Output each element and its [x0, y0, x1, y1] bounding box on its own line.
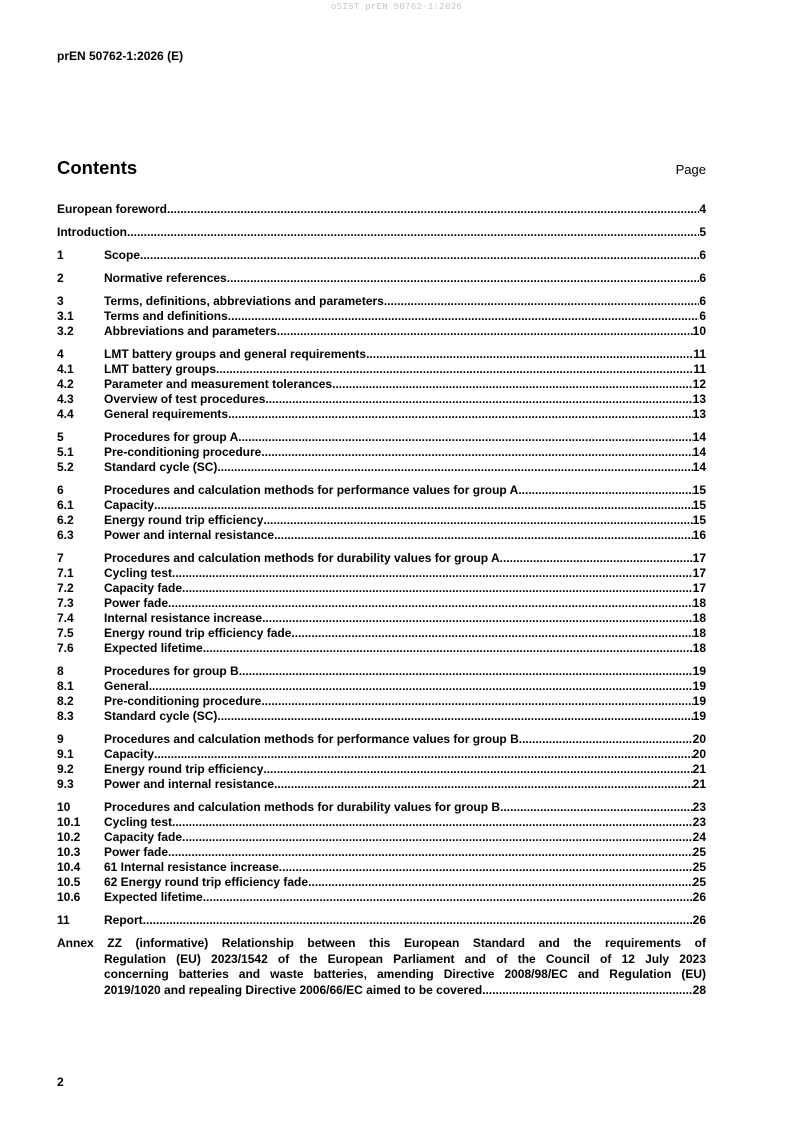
toc-entry-page: 23: [692, 815, 706, 829]
toc-entry-number: 10.6: [57, 890, 81, 904]
toc-entry-number: 5.2: [57, 460, 74, 474]
toc-entry-number: 3.1: [57, 309, 74, 323]
toc-entry-page: 5: [699, 225, 706, 239]
toc-entry-page: 6: [699, 309, 706, 323]
toc-entry[interactable]: [57, 528, 706, 543]
toc-entry-page: 17: [692, 581, 706, 595]
toc-entry-number: 7.2: [57, 581, 74, 595]
toc-entry[interactable]: [57, 271, 706, 286]
toc-entry-title: Power and internal resistance: [104, 777, 275, 791]
toc-entry[interactable]: [57, 498, 706, 513]
dot-leader: [263, 513, 692, 528]
toc-entry[interactable]: [57, 324, 706, 339]
toc-entry-title: Capacity: [104, 498, 155, 512]
toc-entry-page: 12: [692, 377, 706, 391]
dot-leader: [227, 271, 700, 286]
toc-entry-page: 21: [692, 762, 706, 776]
toc-entry-title: Capacity fade: [104, 830, 183, 844]
toc-entry[interactable]: [57, 430, 706, 445]
dot-leader: [182, 581, 693, 596]
toc-entry-title: LMT battery groups and general requirements: [104, 347, 367, 361]
toc-entry-title: Overview of test procedures: [104, 392, 266, 406]
toc-entry-title: General requirements: [104, 407, 229, 421]
toc-entry-page: 23: [692, 800, 706, 814]
toc-entry-title: Power fade: [104, 596, 169, 610]
toc-entry-title: Power fade: [104, 845, 169, 859]
toc-entry-page: 20: [692, 732, 706, 746]
dot-leader: [203, 890, 693, 905]
toc-entry[interactable]: [57, 800, 706, 815]
toc-entry-page: 14: [692, 430, 706, 444]
toc-entry-number: 4: [57, 347, 64, 361]
toc-entry-page: 6: [699, 294, 706, 308]
toc-entry-page: 11: [693, 347, 706, 361]
toc-entry-title: Abbreviations and parameters: [104, 324, 277, 338]
toc-entry-page: 18: [692, 626, 706, 640]
dot-leader: [140, 248, 699, 263]
toc-entry-title: Capacity fade: [104, 581, 183, 595]
toc-entry-number: 6.1: [57, 498, 74, 512]
dot-leader: [143, 913, 693, 928]
toc-entry-page: 25: [692, 875, 706, 889]
dot-leader: [203, 641, 693, 656]
toc-entry-page: 15: [692, 483, 706, 497]
toc-entry-page: 19: [692, 709, 706, 723]
dot-leader: [265, 392, 692, 407]
toc-entry-page: 21: [692, 777, 706, 791]
toc-entry-title: Terms, definitions, abbreviations and parameters: [104, 294, 384, 308]
toc-entry-title: Cycling test: [104, 815, 173, 829]
toc-entry-title: Procedures and calculation methods for performance values for group A: [104, 483, 519, 497]
toc-entry-title: Procedures and calculation methods for durability values for group A: [104, 551, 500, 565]
toc-entry-number: 9.2: [57, 762, 74, 776]
toc-entry[interactable]: [57, 815, 706, 830]
toc-annex-entry[interactable]: [57, 936, 706, 998]
dot-leader: [308, 875, 693, 890]
toc-entry[interactable]: [57, 596, 706, 611]
toc-entry-number: 6.3: [57, 528, 74, 542]
toc-entry[interactable]: [57, 641, 706, 656]
toc-entry-title: European foreword: [57, 202, 168, 216]
dot-leader: [217, 709, 692, 724]
toc-entry[interactable]: [57, 762, 706, 777]
toc-entry-number: 7.3: [57, 596, 74, 610]
toc-entry[interactable]: [57, 747, 706, 762]
toc-entry-number: 4.1: [57, 362, 74, 376]
toc-entry-number: 4.3: [57, 392, 74, 406]
annex-line-4: [57, 983, 706, 999]
toc-entry-number: 8: [57, 664, 64, 678]
toc-entry-page: 18: [692, 611, 706, 625]
toc-entry-page: 19: [692, 664, 706, 678]
toc-entry-number: 11: [57, 913, 70, 927]
toc-entry-number: 6.2: [57, 513, 74, 527]
dot-leader: [500, 800, 693, 815]
toc-entry[interactable]: [57, 225, 706, 240]
dot-leader: [262, 611, 693, 626]
toc-entry-title: Procedures and calculation methods for durability values for group B: [104, 800, 501, 814]
toc-entry-page: 13: [692, 407, 706, 421]
watermark: oSIST prEN 50762-1:2026: [330, 2, 463, 12]
toc-entry-title: Cycling test: [104, 566, 173, 580]
toc-entry-page: 18: [692, 641, 706, 655]
dot-leader: [228, 407, 693, 422]
dot-leader: [291, 626, 692, 641]
toc-entry[interactable]: [57, 248, 706, 263]
toc-entry-number: 3: [57, 294, 64, 308]
dot-leader: [332, 377, 693, 392]
dot-leader: [263, 762, 692, 777]
toc-entry-number: 10.1: [57, 815, 81, 829]
toc-entry-page: 17: [692, 551, 706, 565]
toc-entry-title: Procedures and calculation methods for performance values for group B: [104, 732, 519, 746]
toc-entry-page: 25: [692, 860, 706, 874]
dot-leader: [261, 445, 692, 460]
toc-entry[interactable]: [57, 202, 706, 217]
annex-line-1: Annex ZZ (informative) Relationship between this European Standard and the requirements of: [57, 936, 706, 950]
toc-entry[interactable]: [57, 890, 706, 905]
dot-leader: [238, 430, 692, 445]
table-of-contents: [57, 202, 706, 998]
dot-leader: [168, 596, 693, 611]
toc-entry[interactable]: [57, 392, 706, 407]
dot-leader: [172, 815, 693, 830]
dot-leader: [167, 202, 699, 217]
toc-entry-number: 8.3: [57, 709, 74, 723]
annex-page-number: 28: [692, 982, 706, 997]
dot-leader: [519, 732, 693, 747]
document-id: prEN 50762-1:2026 (E): [57, 49, 184, 63]
toc-entry-title: Introduction: [57, 225, 127, 239]
toc-entry-number: 8.2: [57, 694, 74, 708]
dot-leader: [277, 324, 693, 339]
toc-entry[interactable]: [57, 664, 706, 679]
toc-entry[interactable]: [57, 294, 706, 309]
toc-entry-title: Standard cycle (SC): [104, 460, 218, 474]
toc-entry[interactable]: [57, 709, 706, 724]
toc-entry[interactable]: [57, 513, 706, 528]
toc-entry[interactable]: [57, 913, 706, 928]
toc-entry-title: Pre-conditioning procedure: [104, 445, 262, 459]
toc-entry-number: 9: [57, 732, 64, 746]
dot-leader: [384, 294, 699, 309]
contents-title: Contents: [57, 157, 138, 178]
toc-entry-page: 19: [692, 694, 706, 708]
toc-entry[interactable]: [57, 830, 706, 845]
toc-entry[interactable]: [57, 694, 706, 709]
dot-leader: [217, 460, 692, 475]
toc-entry-number: 10.2: [57, 830, 81, 844]
toc-entry[interactable]: [57, 777, 706, 792]
toc-entry-title: Internal resistance increase: [104, 611, 263, 625]
toc-entry-number: 10.4: [57, 860, 81, 874]
toc-entry-page: 17: [692, 566, 706, 580]
toc-entry-title: Parameter and measurement tolerances: [104, 377, 333, 391]
toc-entry[interactable]: [57, 845, 706, 860]
toc-entry[interactable]: [57, 347, 706, 362]
toc-entry-number: 7.1: [57, 566, 74, 580]
toc-entry-number: 3.2: [57, 324, 74, 338]
toc-entry-number: 7.5: [57, 626, 74, 640]
toc-entry-page: 26: [692, 890, 706, 904]
toc-entry-number: 9.3: [57, 777, 74, 791]
toc-entry-number: 4.4: [57, 407, 74, 421]
dot-leader: [168, 845, 693, 860]
dot-leader: [239, 664, 693, 679]
toc-entry-number: 9.1: [57, 747, 74, 761]
toc-entry[interactable]: [57, 483, 706, 498]
toc-entry-number: 5.1: [57, 445, 74, 459]
toc-entry-number: 7.4: [57, 611, 74, 625]
toc-entry[interactable]: [57, 566, 706, 581]
toc-entry-number: 10.3: [57, 845, 81, 859]
toc-entry-number: 1: [57, 248, 64, 262]
toc-entry-title: LMT battery groups: [104, 362, 217, 376]
toc-entry-number: 2: [57, 271, 64, 285]
toc-entry[interactable]: [57, 581, 706, 596]
dot-leader: [261, 694, 692, 709]
dot-leader: [274, 777, 693, 792]
toc-entry-number: 10.5: [57, 875, 81, 889]
toc-entry-title: Report: [104, 913, 143, 927]
toc-entry[interactable]: [57, 551, 706, 566]
dot-leader: [279, 860, 693, 875]
toc-entry-number: 7: [57, 551, 64, 565]
toc-entry-page: 10: [692, 324, 706, 338]
toc-entry-title: Expected lifetime: [104, 890, 203, 904]
toc-entry-page: 26: [692, 913, 706, 927]
dot-leader: [154, 498, 693, 513]
annex-line-2: Regulation (EU) 2023/1542 of the European Parliament and of the Council of 12 July 2023: [104, 951, 706, 966]
toc-entry-page: 11: [693, 362, 706, 376]
toc-entry-title: Energy round trip efficiency fade: [104, 626, 292, 640]
toc-entry-page: 4: [699, 202, 706, 216]
toc-entry-page: 6: [699, 248, 706, 262]
toc-entry[interactable]: [57, 860, 706, 875]
annex-line-3: concerning batteries and waste batteries, amending Directive 2008/98/EC and Regulation (EU): [104, 967, 706, 981]
toc-entry-number: 7.6: [57, 641, 74, 655]
toc-entry-title: 61 Internal resistance increase: [104, 860, 279, 874]
toc-entry-title: Procedures for group A: [104, 430, 239, 444]
toc-entry-page: 15: [692, 498, 706, 512]
toc-entry-title: General: [104, 679, 149, 693]
toc-entry-title: Standard cycle (SC): [104, 709, 218, 723]
toc-entry-number: 4.2: [57, 377, 74, 391]
toc-entry-title: Scope: [104, 248, 141, 262]
toc-entry-number: 5: [57, 430, 64, 444]
toc-entry-page: 6: [699, 271, 706, 285]
dot-leader: [500, 551, 693, 566]
toc-entry[interactable]: [57, 611, 706, 626]
annex-line-4-text: 2019/1020 and repealing Directive 2006/66/EC aimed to be covered: [104, 982, 483, 997]
toc-entry[interactable]: [57, 875, 706, 890]
toc-entry-page: 20: [692, 747, 706, 761]
toc-entry-title: Energy round trip efficiency: [104, 762, 264, 776]
toc-entry[interactable]: [57, 679, 706, 694]
toc-entry-title: Procedures for group B: [104, 664, 239, 678]
toc-entry[interactable]: [57, 407, 706, 422]
toc-entry-page: 25: [692, 845, 706, 859]
dot-leader: [274, 528, 693, 543]
dot-leader: [518, 483, 692, 498]
toc-entry-title: Power and internal resistance: [104, 528, 275, 542]
toc-entry[interactable]: [57, 445, 706, 460]
dot-leader: [172, 566, 693, 581]
dot-leader: [182, 830, 693, 845]
toc-entry-title: Capacity: [104, 747, 155, 761]
toc-entry-page: 15: [692, 513, 706, 527]
dot-leader: [154, 747, 693, 762]
toc-entry-page: 18: [692, 596, 706, 610]
toc-entry-page: 16: [692, 528, 706, 542]
dot-leader: [127, 225, 699, 240]
toc-entry-title: Energy round trip efficiency: [104, 513, 264, 527]
toc-entry-title: Pre-conditioning procedure: [104, 694, 262, 708]
toc-entry[interactable]: [57, 377, 706, 392]
toc-entry-title: 62 Energy round trip efficiency fade: [104, 875, 309, 889]
dot-leader: [228, 309, 700, 324]
toc-entry[interactable]: [57, 732, 706, 747]
toc-entry-number: 8.1: [57, 679, 74, 693]
toc-entry-page: 13: [692, 392, 706, 406]
toc-entry-title: Normative references: [104, 271, 227, 285]
toc-entry[interactable]: [57, 460, 706, 475]
page-column-label: Page: [675, 162, 706, 177]
toc-entry[interactable]: [57, 309, 706, 324]
dot-leader: [482, 983, 692, 999]
footer-page-number: 2: [57, 1075, 64, 1089]
toc-entry-number: 10: [57, 800, 71, 814]
toc-entry-title: Expected lifetime: [104, 641, 203, 655]
toc-entry-title: Terms and definitions: [104, 309, 228, 323]
dot-leader: [216, 362, 693, 377]
toc-entry[interactable]: [57, 626, 706, 641]
toc-entry-page: 14: [692, 460, 706, 474]
toc-entry-page: 19: [692, 679, 706, 693]
dot-leader: [149, 679, 693, 694]
toc-entry[interactable]: [57, 362, 706, 377]
toc-entry-page: 14: [692, 445, 706, 459]
dot-leader: [366, 347, 693, 362]
toc-entry-page: 24: [692, 830, 706, 844]
toc-entry-number: 6: [57, 483, 64, 497]
